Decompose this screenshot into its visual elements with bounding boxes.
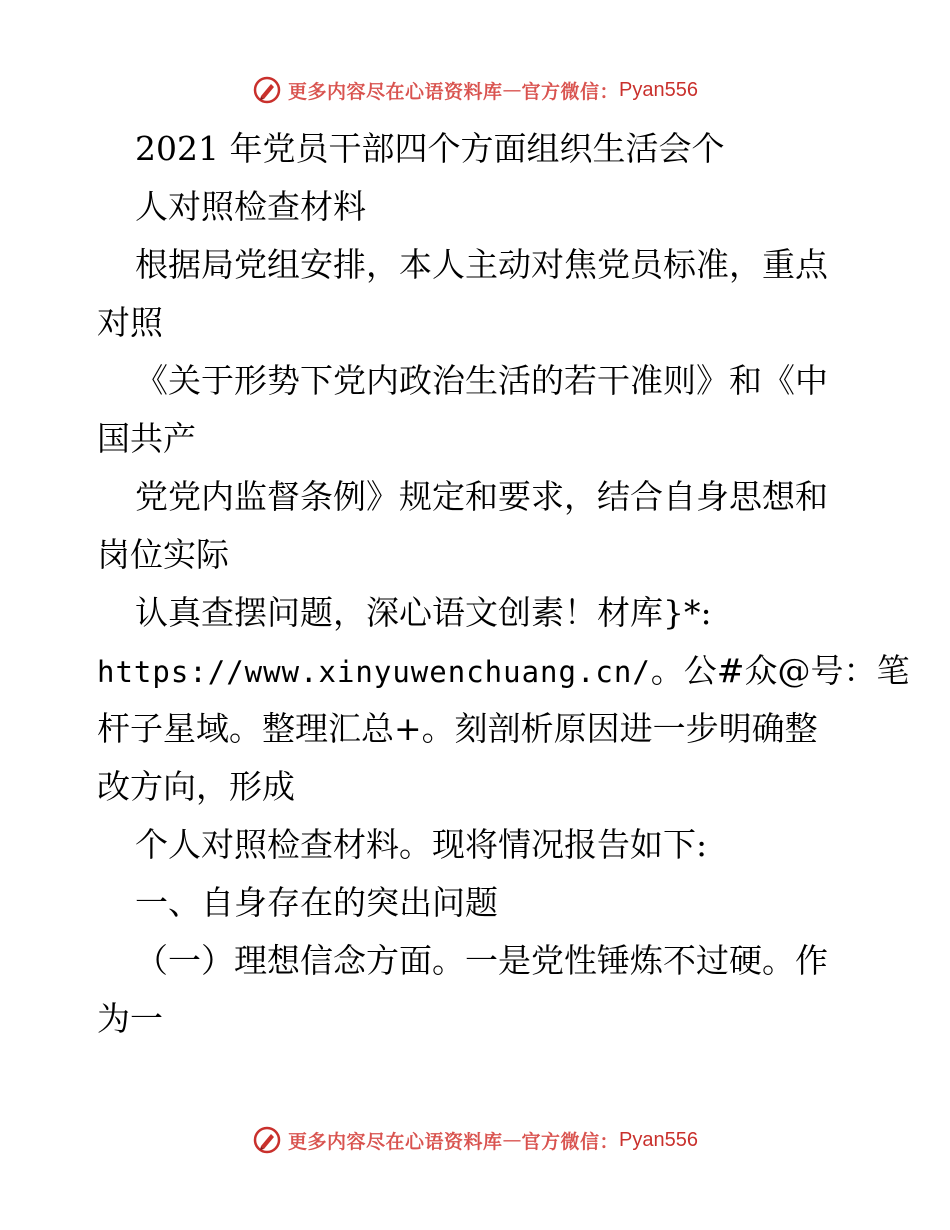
paragraph-line: （一）理想信念方面。一是党性锤炼不过硬。作 (135, 941, 828, 980)
paragraph-line: 改方向，形成 (97, 767, 295, 806)
document-title-line-2: 人对照检查材料 (135, 187, 366, 226)
watermark-label: 官方微信： (521, 80, 620, 103)
watermark-separator: — (502, 79, 522, 101)
paragraph-line: 认真查摆问题，深心语文创素！材库}*: (135, 593, 712, 632)
section-heading: 一、自身存在的突出问题 (135, 883, 498, 922)
watermark-main-text: 更多内容尽在心语资料库 (288, 1130, 503, 1153)
paragraph-line: 岗位实际 (97, 535, 229, 574)
watermark-footer (0, 1120, 950, 1160)
pen-logo-icon (252, 1125, 282, 1155)
paragraph-line: 为一 (97, 999, 163, 1038)
url-line (97, 642, 910, 700)
paragraph-line: 个人对照检查材料。现将情况报告如下: (135, 825, 708, 864)
watermark-label: 官方微信： (521, 1130, 620, 1153)
paragraph-fragment: 。公#众@号：笔 (650, 651, 910, 690)
watermark-wechat-id: Pyan556 (619, 1128, 698, 1151)
watermark-wechat-id: Pyan556 (619, 78, 698, 101)
paragraph-line: 国共产 (97, 419, 196, 458)
paragraph-line: 杆子星域。整理汇总+。刻剖析原因进一步明确整 (97, 709, 818, 748)
paragraph-line: 根据局党组安排，本人主动对焦党员标准，重点 (135, 245, 828, 284)
paragraph-line: 对照 (97, 303, 163, 342)
document-body (97, 120, 910, 1048)
paragraph-line: 党党内监督条例》规定和要求，结合自身思想和 (135, 477, 828, 516)
paragraph-line: 《关于形势下党内政治生活的若干准则》和《中 (135, 361, 828, 400)
watermark-main-text: 更多内容尽在心语资料库 (288, 80, 503, 103)
website-link[interactable]: https://www.xinyuwenchuang.cn/ (97, 655, 651, 689)
watermark-header (0, 70, 950, 110)
watermark-separator: — (502, 1129, 522, 1151)
pen-logo-icon (252, 75, 282, 105)
document-title-line-1: 2021 年党员干部四个方面组织生活会个 (135, 129, 725, 168)
